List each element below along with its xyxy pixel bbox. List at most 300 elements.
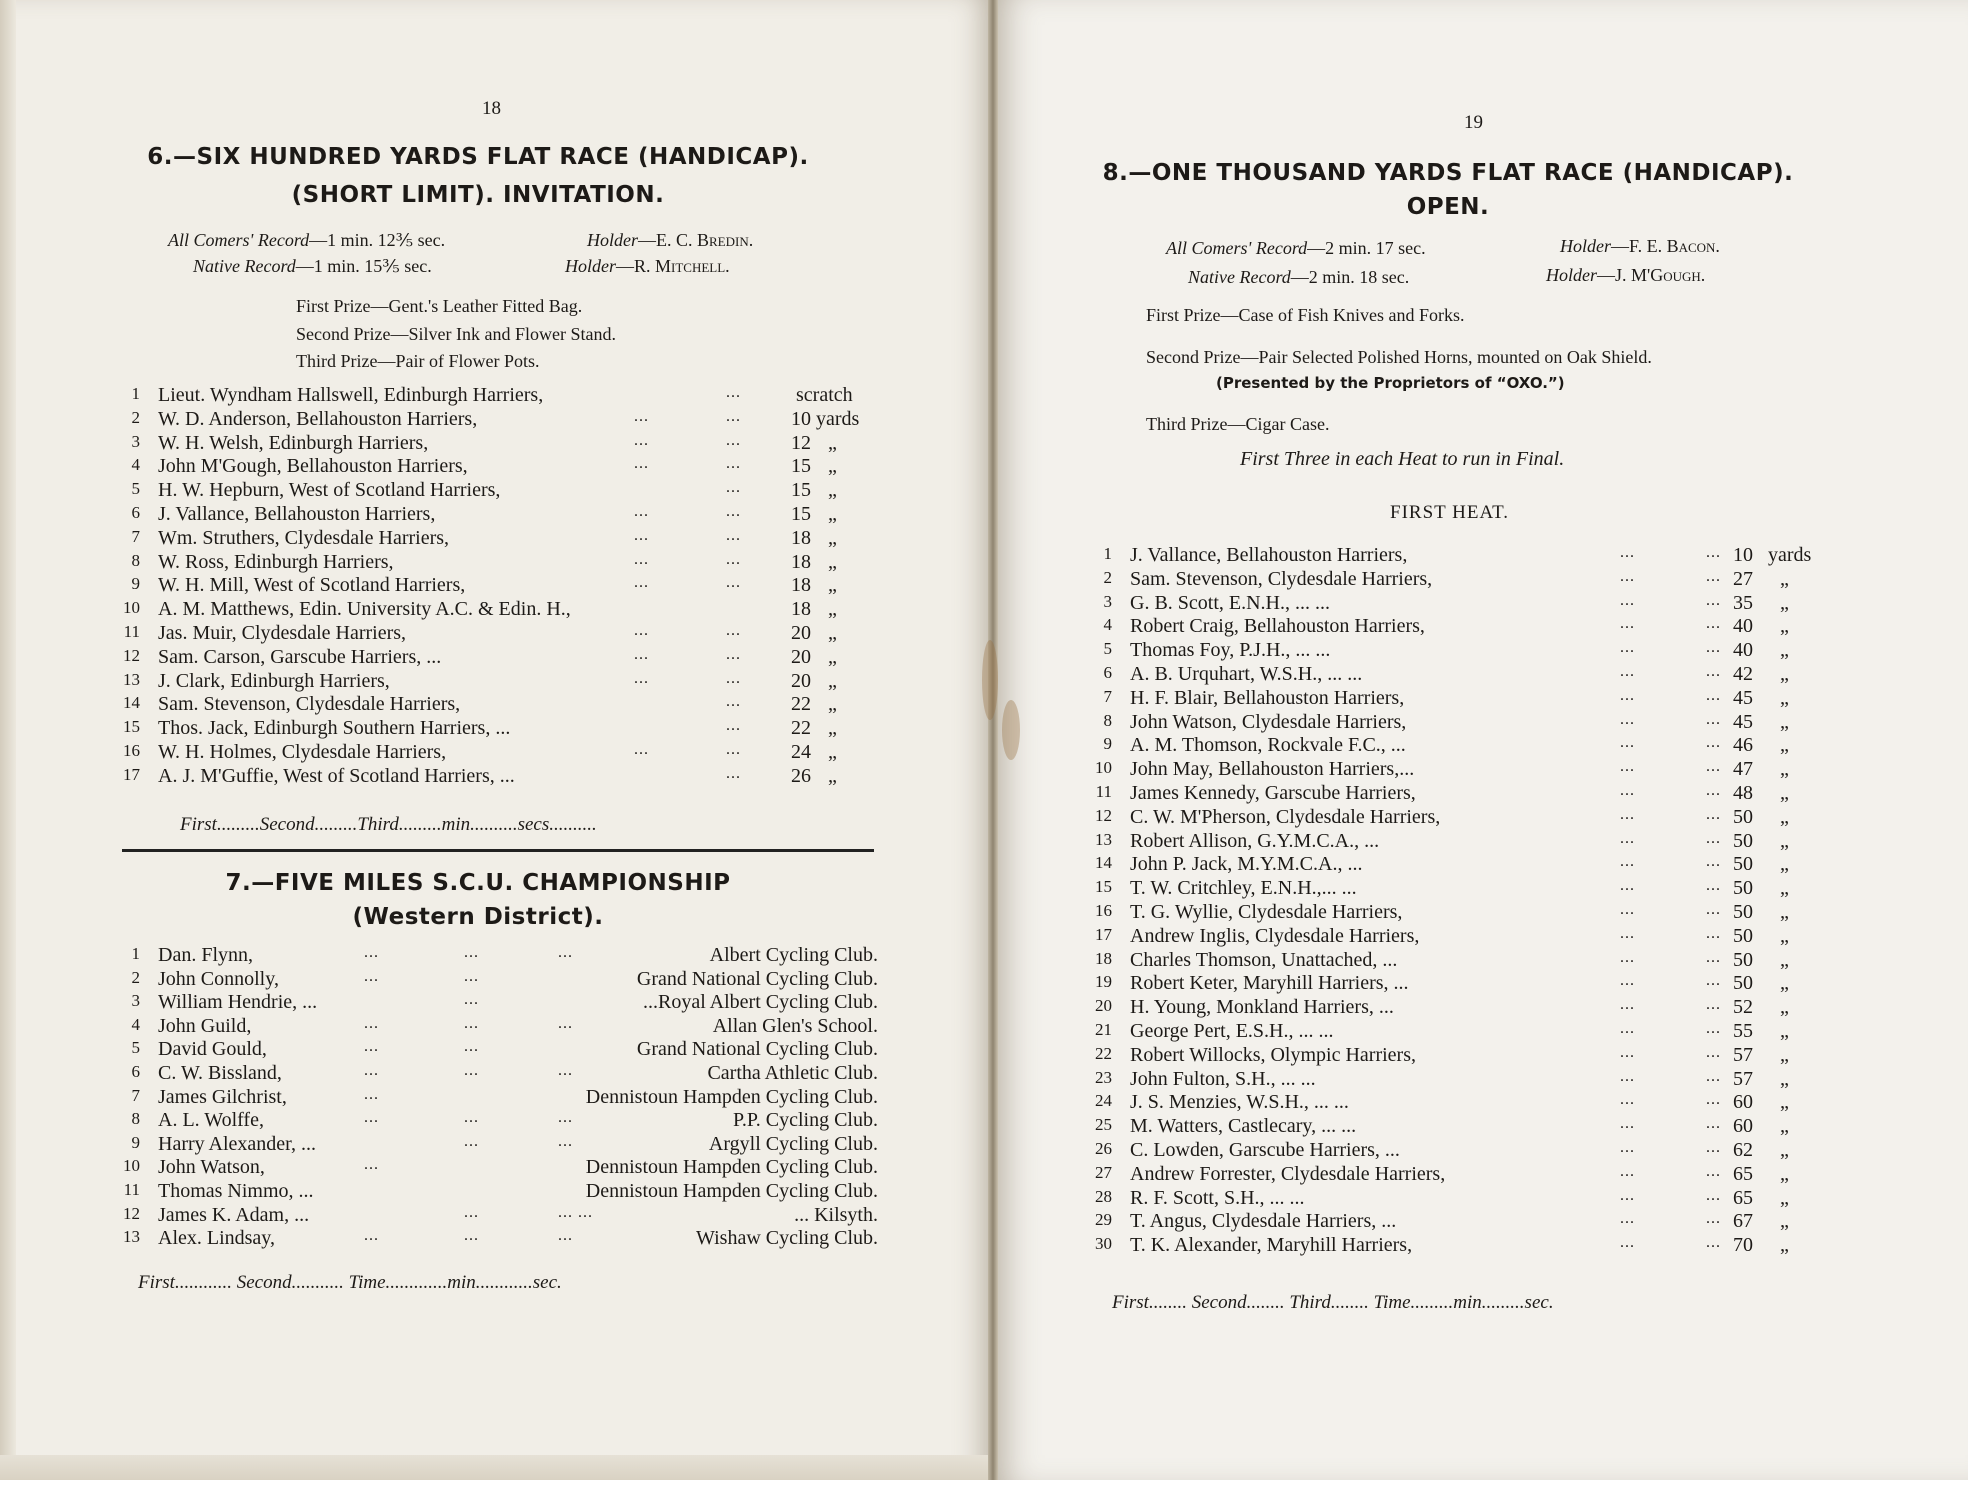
handicap-value: 48 [1733, 782, 1753, 804]
race6-first-prize: First Prize—Gent.'s Leather Fitted Bag. [296, 296, 583, 316]
handicap-unit: scratch [796, 384, 853, 406]
handicap-value: 65 [1733, 1186, 1753, 1209]
leader-dots: ... [634, 526, 649, 544]
handicap-value: 35 [1733, 591, 1753, 614]
handicap-unit: yards [1768, 544, 1812, 566]
athlete-name: John M'Gough, Bellahouston Harriers, [158, 455, 468, 478]
leader-dots: ... [1706, 1210, 1721, 1228]
leader-dots: ... [464, 1132, 479, 1150]
handicap-value: 67 [1733, 1210, 1753, 1233]
leader-dots: ... [558, 944, 573, 961]
leader-dots: ... [726, 431, 741, 449]
handicap-unit: „ [828, 717, 837, 740]
entry-number: 1 [131, 944, 140, 963]
entry-number: 1 [131, 384, 140, 403]
table-row [106, 693, 886, 717]
rider-name: William Hendrie, ... [158, 991, 318, 1014]
leader-dots: ... [1620, 1210, 1635, 1228]
leader-dots: ... [464, 1109, 479, 1127]
handicap-unit: „ [1780, 1020, 1789, 1042]
athlete-name: J. Vallance, Bellahouston Harriers, [1130, 544, 1408, 566]
table-row [106, 503, 886, 527]
rider-name: James Gilchrist, [158, 1085, 287, 1108]
handicap-unit: „ [828, 574, 837, 597]
race8-title: 8.—ONE THOUSAND YARDS FLAT RACE (HANDICAP). [1102, 160, 1794, 186]
leader-dots: ... [726, 574, 741, 592]
entry-number: 3 [1103, 591, 1112, 611]
handicap-value: 18 [791, 550, 811, 573]
race6-second-prize: Second Prize—Silver Ink and Flower Stand. [296, 324, 616, 344]
leader-dots: ... [1620, 734, 1635, 752]
athlete-name: Robert Allison, G.Y.M.C.A., ... [1130, 829, 1380, 852]
handicap-unit: „ [1780, 901, 1789, 923]
entry-number: 12 [123, 1203, 140, 1223]
handicap-value: 10 [1733, 544, 1753, 566]
leader-dots: ... [1706, 1020, 1721, 1037]
leader-dots: ... [1620, 1234, 1635, 1252]
club-name: Argyll Cycling Club. [708, 1132, 878, 1155]
club-name: Wishaw Cycling Club. [696, 1227, 878, 1250]
handicap-value: 45 [1733, 710, 1753, 733]
holder-name: —F. E. Bacon. [1611, 236, 1720, 256]
handicap-value: 47 [1733, 758, 1753, 781]
athlete-name: C. W. M'Pherson, Clydesdale Harriers, [1130, 805, 1441, 828]
leader-dots: ... [1620, 1020, 1635, 1037]
athlete-name: H. F. Blair, Bellahouston Harriers, [1130, 686, 1405, 709]
entry-number: 11 [123, 1180, 140, 1199]
handicap-unit: „ [1780, 1067, 1789, 1090]
entry-number: 26 [1095, 1139, 1112, 1158]
rider-name: John Connolly, [158, 967, 279, 990]
holder-name: —E. C. Bredin. [638, 230, 754, 250]
table-row [106, 527, 886, 551]
athlete-name: J. Vallance, Bellahouston Harriers, [158, 503, 436, 525]
table-row [106, 741, 886, 765]
leader-dots: ... [558, 1132, 573, 1150]
table-row [1078, 1020, 1868, 1044]
club-name: Dennistoun Hampden Cycling Club. [585, 1180, 878, 1202]
handicap-value: 60 [1733, 1091, 1753, 1114]
leader-dots: ... [1706, 639, 1721, 657]
leader-dots: ... [726, 503, 741, 520]
athlete-name: Robert Keter, Maryhill Harriers, ... [1130, 972, 1409, 995]
leader-dots: ... [1620, 1067, 1635, 1085]
record-label: Native Record [1188, 267, 1291, 287]
leader-dots: ... [726, 550, 741, 568]
entry-number: 11 [1095, 782, 1112, 801]
leader-dots: ... [726, 741, 741, 758]
entry-number: 27 [1095, 1162, 1112, 1182]
leader-dots: ... [1706, 1115, 1721, 1133]
leader-dots: ... [726, 479, 741, 497]
page-edge-bottom [0, 1455, 988, 1480]
leader-dots: ... [1706, 734, 1721, 752]
page-edge [0, 0, 16, 1480]
table-row [1078, 711, 1868, 735]
rider-name: Thomas Nimmo, ... [158, 1180, 314, 1202]
athlete-name: A. B. Urquhart, W.S.H., ... ... [1130, 663, 1363, 685]
handicap-value: 40 [1733, 615, 1753, 638]
athlete-name: W. D. Anderson, Bellahouston Harriers, [158, 407, 478, 430]
handicap-unit: yards [816, 407, 860, 430]
handicap-unit: „ [1780, 710, 1789, 733]
leader-dots: ... [1620, 996, 1635, 1014]
handicap-unit: „ [1780, 948, 1789, 971]
rider-name: Dan. Flynn, [158, 944, 253, 966]
table-row [1078, 1234, 1868, 1258]
table-row [106, 717, 886, 741]
leader-dots: ... [1706, 567, 1721, 585]
leader-dots: ... [1706, 1234, 1721, 1252]
athlete-name: J. S. Menzies, W.S.H., ... ... [1130, 1091, 1349, 1114]
handicap-unit: „ [1780, 924, 1789, 947]
table-row [106, 408, 886, 432]
leader-dots: ... [1620, 829, 1635, 847]
handicap-unit: „ [828, 764, 837, 787]
leader-dots: ... [634, 407, 649, 425]
entry-number: 29 [1095, 1210, 1112, 1230]
leader-dots: ... [1620, 1043, 1635, 1061]
record-label: All Comers' Record [1166, 238, 1308, 258]
entry-number: 25 [1095, 1115, 1112, 1135]
leader-dots: ... [364, 1062, 379, 1079]
leader-dots: ... [1706, 591, 1721, 609]
table-row [106, 1109, 878, 1133]
race8-heat-note: First Three in each Heat to run in Final. [1240, 448, 1565, 470]
athlete-name: Charles Thomson, Unattached, ... [1130, 948, 1398, 971]
club-name: Grand National Cycling Club. [636, 1038, 878, 1061]
handicap-unit: „ [1780, 567, 1789, 590]
leader-dots: ... [464, 1227, 479, 1245]
athlete-name: T. W. Critchley, E.N.H.,... ... [1130, 877, 1357, 900]
handicap-value: 60 [1733, 1115, 1753, 1138]
holder-label: Holder [1560, 236, 1611, 256]
leader-dots: ... [1706, 1091, 1721, 1109]
leader-dots: ... [1706, 901, 1721, 918]
table-row [106, 455, 886, 479]
athlete-name: R. F. Scott, S.H., ... ... [1130, 1186, 1305, 1209]
table-row [1078, 592, 1868, 616]
handicap-value: 15 [791, 455, 811, 478]
club-name: ...Royal Albert Cycling Club. [643, 991, 878, 1014]
handicap-value: 50 [1733, 853, 1753, 876]
athlete-name: T. G. Wyllie, Clydesdale Harriers, [1130, 901, 1403, 923]
leader-dots: ... [558, 1109, 573, 1127]
athlete-name: Wm. Struthers, Clydesdale Harriers, [158, 526, 450, 549]
athlete-name: Andrew Inglis, Clydesdale Harriers, [1130, 924, 1420, 947]
handicap-unit: „ [1780, 758, 1789, 781]
entry-number: 11 [123, 622, 140, 641]
handicap-value: 18 [791, 526, 811, 549]
leader-dots: ... [634, 645, 649, 663]
handicap-unit: „ [1780, 1234, 1789, 1257]
race7-result-line: First............ Second........... Time.............min............sec. [138, 1272, 562, 1293]
leader-dots: ... [464, 1203, 479, 1221]
leader-dots: ... [1620, 972, 1635, 990]
table-row [1078, 972, 1868, 996]
table-row [1078, 544, 1868, 568]
entry-number: 19 [1095, 972, 1112, 992]
table-row [106, 670, 886, 694]
table-row [106, 1015, 878, 1039]
handicap-unit: „ [1780, 1115, 1789, 1138]
leader-dots: ... [1620, 853, 1635, 871]
entry-number: 17 [1095, 924, 1112, 944]
leader-dots: ... [1706, 1186, 1721, 1204]
race8-holder1 [1560, 236, 1720, 257]
handicap-value: 52 [1733, 996, 1753, 1019]
entry-number: 18 [1095, 948, 1112, 968]
leader-dots: ... [1620, 686, 1635, 704]
leader-dots: ... [464, 991, 479, 1009]
leader-dots: ... [634, 455, 649, 473]
athlete-name: Lieut. Wyndham Hallswell, Edinburgh Harriers, [158, 384, 544, 406]
leader-dots: ... [1620, 924, 1635, 942]
handicap-unit: „ [1780, 877, 1789, 900]
handicap-value: 15 [791, 503, 811, 525]
race6-record1 [168, 230, 445, 251]
entry-number: 10 [1095, 758, 1112, 778]
table-row [1078, 1187, 1868, 1211]
handicap-value: 40 [1733, 639, 1753, 662]
rider-name: Harry Alexander, ... [158, 1132, 317, 1155]
handicap-value: 50 [1733, 829, 1753, 852]
entry-number: 10 [123, 598, 140, 618]
entry-number: 21 [1095, 1020, 1112, 1039]
race8-record2 [1188, 267, 1409, 288]
handicap-value: 50 [1733, 805, 1753, 828]
table-row [106, 432, 886, 456]
leader-dots: ... [558, 1014, 573, 1032]
entry-number: 15 [1095, 877, 1112, 897]
leader-dots: ... [1620, 663, 1635, 680]
entry-number: 8 [1103, 710, 1112, 730]
handicap-value: 57 [1733, 1043, 1753, 1066]
leader-dots: ... [634, 741, 649, 758]
handicap-value: 55 [1733, 1020, 1753, 1042]
leader-dots: ... [634, 550, 649, 568]
leader-dots: ... [634, 622, 649, 639]
leader-dots: ... [726, 526, 741, 544]
table-row [106, 1227, 878, 1251]
record-value: —1 min. 12⅗ sec. [309, 230, 446, 250]
race8-second-prize: Second Prize—Pair Selected Polished Horns, mounted on Oak Shield. [1146, 347, 1652, 367]
leader-dots: ... [364, 1227, 379, 1245]
leader-dots: ... [364, 1109, 379, 1127]
athlete-name: James Kennedy, Garscube Harriers, [1130, 782, 1416, 804]
table-row [1078, 1210, 1868, 1234]
leader-dots: ... [364, 1156, 379, 1174]
athlete-name: A. M. Matthews, Edin. University A.C. & Edin. H., [158, 598, 571, 621]
handicap-value: 12 [791, 431, 811, 454]
leader-dots: ... [1620, 639, 1635, 657]
table-row [106, 1038, 878, 1062]
leader-dots: ... [1706, 782, 1721, 799]
binding-gutter [988, 0, 998, 1480]
leader-dots: ... [1706, 924, 1721, 942]
table-row [1078, 1044, 1868, 1068]
entry-number: 9 [1103, 734, 1112, 754]
entry-number: 9 [131, 1132, 140, 1152]
leader-dots: ... [364, 944, 379, 961]
entry-number: 6 [131, 1062, 140, 1081]
table-row [1078, 925, 1868, 949]
leader-dots: ... [1706, 663, 1721, 680]
race8-sponsor-note: (Presented by the Proprietors of “OXO.”) [1216, 374, 1565, 392]
leader-dots: ... [1620, 805, 1635, 823]
handicap-value: 50 [1733, 972, 1753, 995]
leader-dots: ... [464, 1014, 479, 1032]
leader-dots: ... [1706, 1162, 1721, 1180]
athlete-name: Thomas Foy, P.J.H., ... ... [1130, 639, 1331, 662]
club-name: Grand National Cycling Club. [636, 967, 878, 990]
leader-dots: ... [558, 1062, 573, 1079]
handicap-value: 20 [791, 622, 811, 644]
entry-number: 17 [123, 764, 140, 784]
leader-dots: ... [1706, 996, 1721, 1014]
entry-number: 23 [1095, 1067, 1112, 1087]
table-row [106, 598, 886, 622]
leader-dots: ... [1706, 948, 1721, 966]
athlete-name: Thos. Jack, Edinburgh Southern Harriers, ... [158, 717, 511, 740]
race8-third-prize: Third Prize—Cigar Case. [1146, 414, 1330, 434]
handicap-unit: „ [828, 431, 837, 454]
table-row [1078, 639, 1868, 663]
athlete-name: John Fulton, S.H., ... ... [1130, 1067, 1316, 1090]
binding-stain [1002, 700, 1020, 760]
leader-dots: ... [1620, 1186, 1635, 1204]
athlete-name: John P. Jack, M.Y.M.C.A., ... [1130, 853, 1363, 876]
entry-number: 15 [123, 717, 140, 737]
race8-record1 [1166, 238, 1426, 259]
race6-result-line: First.........Second.........Third.........min..........secs.......... [180, 814, 597, 835]
race7-subtitle: (Western District). [352, 904, 604, 930]
leader-dots: ... [1706, 710, 1721, 728]
handicap-unit: „ [828, 693, 837, 716]
table-row [1078, 615, 1868, 639]
handicap-value: 65 [1733, 1162, 1753, 1185]
leader-dots: ... [1706, 686, 1721, 704]
holder-name: —R. Mitchell. [616, 256, 730, 276]
handicap-value: 50 [1733, 877, 1753, 900]
athlete-name: Andrew Forrester, Clydesdale Harriers, [1130, 1162, 1446, 1185]
table-row [1078, 734, 1868, 758]
leader-dots: ... [1706, 1067, 1721, 1085]
table-row [106, 968, 878, 992]
entry-number: 13 [123, 669, 140, 689]
leader-dots: ... [1620, 901, 1635, 918]
table-row [1078, 1091, 1868, 1115]
handicap-value: 57 [1733, 1067, 1753, 1090]
club-name: Dennistoun Hampden Cycling Club. [585, 1156, 878, 1179]
leader-dots: ... [634, 669, 649, 687]
entry-number: 30 [1095, 1234, 1112, 1254]
leader-dots: ... [1620, 567, 1635, 585]
handicap-value: 20 [791, 669, 811, 692]
record-value: —1 min. 15⅗ sec. [295, 256, 432, 276]
race8-subtitle: OPEN. [1406, 194, 1490, 220]
handicap-unit: „ [828, 550, 837, 573]
table-row [1078, 877, 1868, 901]
entry-number: 3 [131, 991, 140, 1011]
leader-dots: ... [364, 1085, 379, 1103]
club-name: Dennistoun Hampden Cycling Club. [585, 1085, 878, 1108]
rider-name: James K. Adam, ... [158, 1203, 310, 1226]
table-row [106, 1062, 878, 1086]
handicap-value: 20 [791, 645, 811, 668]
leader-dots: ... [1706, 805, 1721, 823]
table-row [1078, 1068, 1868, 1092]
race6-third-prize: Third Prize—Pair of Flower Pots. [296, 351, 540, 371]
handicap-unit: „ [1780, 853, 1789, 876]
handicap-unit: „ [1780, 1043, 1789, 1066]
rider-name: Alex. Lindsay, [158, 1227, 276, 1250]
handicap-unit: „ [828, 479, 837, 502]
race8-holder2 [1546, 265, 1705, 286]
table-row [106, 384, 886, 408]
handicap-value: 22 [791, 717, 811, 740]
table-row [106, 551, 886, 575]
leader-dots: ... [1706, 615, 1721, 633]
handicap-unit: „ [828, 645, 837, 668]
entry-number: 7 [131, 526, 140, 546]
section-divider [122, 849, 874, 852]
entry-number: 6 [1103, 663, 1112, 682]
handicap-value: 22 [791, 693, 811, 716]
entry-number: 24 [1095, 1091, 1112, 1111]
table-row [1078, 901, 1868, 925]
handicap-unit: „ [1780, 734, 1789, 757]
athlete-name: W. H. Welsh, Edinburgh Harriers, [158, 431, 429, 454]
leader-dots: ... [634, 503, 649, 520]
handicap-unit: „ [1780, 996, 1789, 1019]
record-label: All Comers' Record [168, 230, 310, 250]
leader-dots: ... [1620, 782, 1635, 799]
race6-record2 [193, 256, 432, 277]
handicap-value: 70 [1733, 1234, 1753, 1257]
leader-dots: ... [558, 1227, 573, 1245]
leader-dots: ... [1620, 615, 1635, 633]
table-row [1078, 782, 1868, 806]
athlete-name: T. Angus, Clydesdale Harriers, ... [1130, 1210, 1397, 1233]
entry-number: 16 [1095, 901, 1112, 920]
page-number: 18 [482, 98, 501, 119]
athlete-name: John May, Bellahouston Harriers,... [1130, 758, 1415, 781]
athlete-name: H. Young, Monkland Harriers, ... [1130, 996, 1394, 1019]
table-row [106, 1133, 878, 1157]
athlete-name: Sam. Stevenson, Clydesdale Harriers, [1130, 567, 1433, 590]
table-row [106, 574, 886, 598]
right-page [998, 0, 1968, 1480]
handicap-value: 50 [1733, 901, 1753, 923]
handicap-unit: „ [1780, 615, 1789, 638]
club-name: ... Kilsyth. [794, 1203, 878, 1226]
handicap-unit: „ [1780, 782, 1789, 804]
handicap-unit: „ [1780, 686, 1789, 709]
athlete-name: George Pert, E.S.H., ... ... [1130, 1020, 1334, 1042]
entry-number: 13 [1095, 829, 1112, 849]
athlete-name: W. H. Mill, West of Scotland Harriers, [158, 574, 466, 597]
table-row [106, 479, 886, 503]
handicap-unit: „ [1780, 972, 1789, 995]
leader-dots: ... [364, 1014, 379, 1032]
handicap-unit: „ [1780, 1139, 1789, 1161]
handicap-unit: „ [1780, 829, 1789, 852]
handicap-value: 42 [1733, 663, 1753, 685]
table-row [1078, 806, 1868, 830]
entry-number: 7 [1103, 686, 1112, 706]
table-row [1078, 949, 1868, 973]
